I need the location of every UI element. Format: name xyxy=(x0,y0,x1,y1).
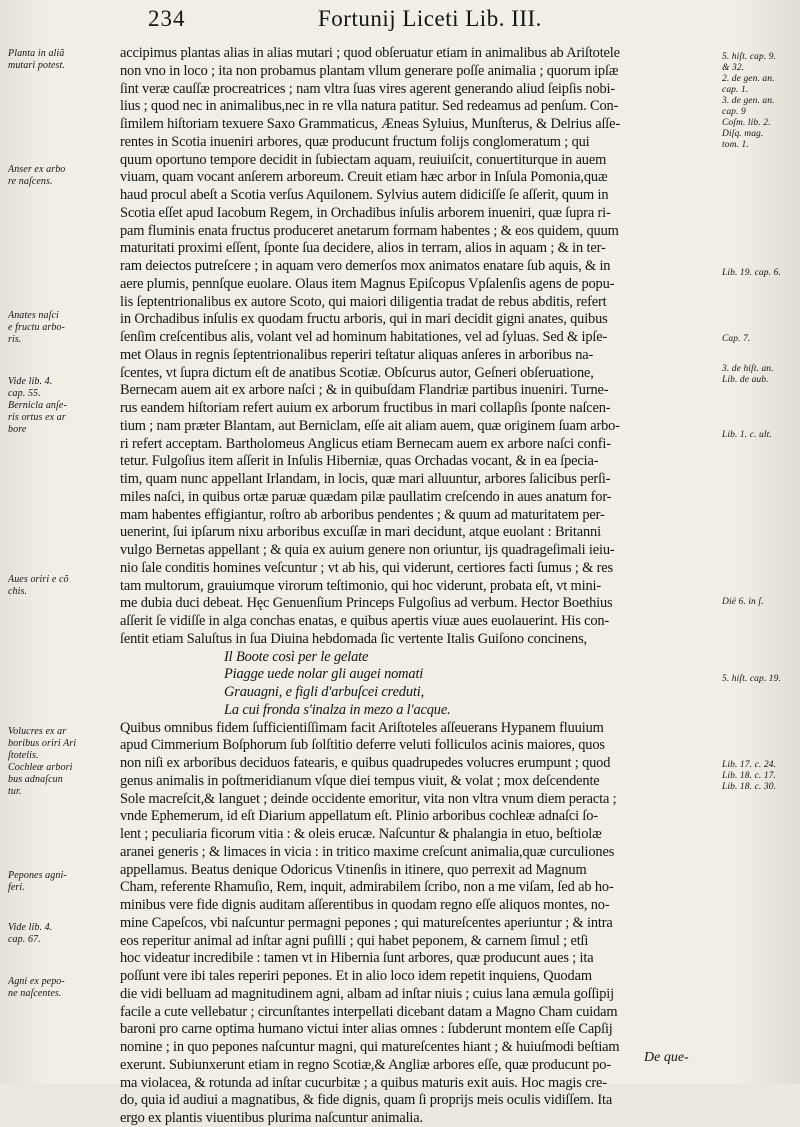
page-number: 234 xyxy=(148,6,186,31)
text-line: minibus vere fide dignis auditam aſſerentibus in quodam regno eſſe aliquos montes, no- xyxy=(120,897,610,913)
text-line: aſſerit ſe vidiſſe in alga conchas enatas, e quibus apertis viuæ aues euolauerint. His con- xyxy=(120,613,610,629)
page-header xyxy=(0,6,800,38)
verse-line: La cui fronda s'inalza in mezo a l'acque. xyxy=(224,701,451,718)
margin-note: Lib. 19. cap. 6. xyxy=(722,268,781,278)
text-line: maturitati proximi eſſent, ſponte ſua decidere, alios in terram, alios in aquam ; & in ter- xyxy=(120,240,606,257)
text-line: lent ; peculiaria ficorum vitia : & oleis erucæ. Naſcuntur & phalangia in etuo, beſtiolæ xyxy=(120,826,602,842)
text-line: ſentit etiam Saluſtus in ſua Diuina hebdomada ſic vertente Italis Guiſono concinens, xyxy=(120,630,587,647)
margin-note: Lib. 17. c. 24. Lib. 18. c. 17. Lib. 18. c. 30. xyxy=(722,760,777,792)
margin-note: Vide lib. 4. cap. 55. Bernicla anſe- ris ortus ex ar bore xyxy=(8,376,67,435)
text-line: Cham, referente Rhamuſio, Rem, inquit, admirabilem ſcribo, non a me viſam, ſed ab ho- xyxy=(120,879,614,896)
text-line: tim, quam nunc appellant Irlandam, in locis, quæ mari alluuntur, arbores ſalicibus perſi- xyxy=(120,471,611,487)
text-line: aere plumis, pennſque euolare. Olaus item Magnus Epiſcopus Vpſalenſis agens de popu- xyxy=(120,275,615,292)
text-line: non vno in loco ; ita non probamus plantam vllum generare poſſe animalia ; quorum ipſæ xyxy=(120,62,619,79)
margin-note: Volucres ex ar boribus oriri Ari ſtotelis. Cochleæ arbori bus adnaſcun tur. xyxy=(8,726,77,797)
text-line: ri refert acceptam. Bartholomeus Anglicus etiam Bernecam auem ex arbore naſci confi- xyxy=(120,435,611,452)
text-line: me dubia duci debeat. Hęc Genuenſium Princeps Fulgoſius ad verbum. Hector Boethius xyxy=(120,595,613,612)
text-line: tetur. Fulgoſius item aſſerit in Inſulis Hiberniæ, quas Orchadas vocant, & in ea ſpecia- xyxy=(120,453,599,470)
text-line: vnde Ephemerum, id eſt Diarium appellatum eſt. Plinio arboribus cochleæ adnaſci ſo- xyxy=(120,808,598,825)
margin-note: Cap. 7. xyxy=(722,334,751,344)
text-line: do, quia id audiui a magnatibus, & fide dignis, quam ſi proprijs meis oculis vidiſſem. Ita xyxy=(120,1092,613,1109)
margin-note: Agni ex pepo- ne naſcentes. xyxy=(8,976,65,999)
text-line: met Olaus in regnis ſeptentrionalibus reperiri teſtatur aliquas anſeres in arboribus na- xyxy=(120,346,594,363)
text-line: in Orchadibus inſulis ex quodam fructu arboris, qui in mari decidit gigni anates, quibus xyxy=(120,311,608,328)
margin-note: Aues oriri e cõ chis. xyxy=(8,574,69,597)
text-line: vulgo Bernetas appellant ; & quia ex auium genere non oriuntur, ijs quadrageſimali ieiu- xyxy=(120,542,615,558)
margin-note: Anates naſci e fructu arbo- ris. xyxy=(8,310,65,345)
text-line: tam multorum, grauiumque virorum teſtimonio, qui hoc viderunt, probata eſt, vt mini- xyxy=(120,577,601,594)
text-line: Bernecam auem ait ex arbore naſci ; & in quibuſdam Flandriæ partibus inueniri. Turne- xyxy=(120,382,609,399)
text-line: pam fluminis enata fructus produceret anetarum formam habentes ; & eos quidem, quum xyxy=(120,222,619,239)
margin-note: 5. hiſt. cap. 19. xyxy=(722,674,781,684)
text-line: ma violacea, & rotunda ad inſtar cucurbitæ ; a quibus maturis exit auis. Hoc magis cre- xyxy=(120,1074,607,1091)
text-line: miles naſci, in quibus ortæ paruæ quædam pilæ paullatim creſcendo in aues anatum for- xyxy=(120,488,612,505)
text-line: exerunt. Subiunxerunt etiam in regno Scotiæ,& Angliæ arbores eſſe, quæ producunt po- xyxy=(120,1056,611,1073)
verse-line: Piagge uede nolar gli augei nomati xyxy=(224,666,424,683)
text-line: facile a cute vellebatur ; circunſtantes interpellati dicebant datam a Magno Cham cuidam xyxy=(120,1003,618,1020)
text-line: ram deiectos putreſcere ; in aquam vero demerſos mox animatos enatare ſub aquis, & in xyxy=(120,258,611,274)
text-line: nomine ; in quo pepones naſcuntur magni, qui matureſcentes hiant ; & huiuſmodi beſtiam xyxy=(120,1039,620,1055)
text-line: eos reperitur animal ad inſtar agni puſilli ; qui habet peponem, & carnem ſimul ; etſi xyxy=(120,932,589,949)
text-line: quum oportuno tempore decidit in ſubiectam aquam, reuiuiſcit, conuertiturque in auem xyxy=(120,151,607,168)
text-line: non niſi ex arboribus deciduos fatearis, e quibus quadrupedes volucres erumpunt ; quod xyxy=(120,755,611,771)
text-line: apud Cimmerium Boſphorum ſub ſolſtitio deferre veluti folliculos acinis maiores, quos xyxy=(120,737,605,754)
verse-line: Grauagni, e figli d'arbuſcei creduti, xyxy=(224,684,425,700)
verse-line: Il Boote così per le gelate xyxy=(224,648,369,665)
text-line: poſſunt vere ibi tales reperiri pepones. Et in alio loco idem repetit inquiens, Quodam xyxy=(120,968,592,984)
margin-note: 5. hiſt. cap. 9. & 32. 2. de gen. an. cap. 1. 3. de gen. an. cap. 9 Coſm. lib. 2. Diſq. mag. tom. 1. xyxy=(722,52,777,150)
text-line: ſint veræ cauſſæ procreatrices ; nam vltra ſuas vires agerent generando aliud ſeipſis nobi- xyxy=(120,80,616,97)
catchword: De que- xyxy=(644,1050,689,1065)
text-line: nio ſale conditis homines veſcuntur ; vt ab his, qui viderunt, certiores facti ſumus ; & res xyxy=(120,559,613,576)
margin-note: Planta in aliã mutari potest. xyxy=(8,48,65,71)
margin-note: Vide lib. 4. cap. 67. xyxy=(8,922,53,945)
text-line: viuam, quam vocant anſerem arboreum. Creuit etiam hæc arbor in Inſula Pomonia,quæ xyxy=(120,169,608,186)
text-line: uenerint, ſui ipſarum nixu arboribus excuſſæ in mari decidunt, atque euolant : Britanni xyxy=(120,524,601,541)
text-line: accipimus plantas alias in alias mutari ; quod obſeruatur etiam in animalibus ab Ariſtotele xyxy=(120,45,620,61)
text-line: baroni pro carne optima humano victui inter alias omnes : ſubderunt montem eſſe Capſij xyxy=(120,1021,613,1038)
text-line: mine Capeſcos, vbi naſcuntur permagni pepones ; qui matureſcentes aperiuntur ; & intra xyxy=(120,914,613,931)
margin-note: Dië 6. in ſ. xyxy=(722,597,764,607)
margin-note: Pepones agni- feri. xyxy=(8,870,67,893)
text-line: die vidi belluam ad magnitudinem agni, albam ad inſtar niuis ; cuius lana æmula goſſipij xyxy=(120,985,614,1002)
text-line: Sole macreſcit,& languet ; deinde occidente emoritur, vita non vltra vnum diem peracta ; xyxy=(120,790,617,807)
running-title: Fortunij Liceti Lib. III. xyxy=(318,6,542,31)
margin-note: 3. de hiſt. an. Lib. de aub. xyxy=(722,364,774,385)
text-line: lius ; quod nec in animalibus,nec in re vlla natura patitur. Sed redeamus ad penſum. Con- xyxy=(120,98,619,115)
text-line: rus eandem hiſtoriam refert auium ex arborum fructibus in mari collapſis ſponte naſcen- xyxy=(120,400,611,416)
text-line: aranei generis ; & limaces in vicia : in tritico maxime creſcunt animalia,quæ curculiones xyxy=(120,843,615,860)
text-line: Quibus omnibus fidem ſufficientiſſimam facit Ariſtoteles aſſeuerans Hypanem fluuium xyxy=(120,719,604,736)
text-line: tium ; nam præter Blantam, aut Berniclam, eſſe ait aliam auem, quæ originem ſuam arbo- xyxy=(120,417,620,434)
text-line: haud procul abeſt a Scotia verſus Aquilonem. Sylvius autem didiciſſe ſe aſſerit, quum in xyxy=(120,187,609,203)
text-line: lis ſeptentrionalibus ex autore Scoto, qui maiori diligentia tradat de rebus abditis, refert xyxy=(120,293,607,310)
text-line: ſimilem hiſtoriam texuere Saxo Grammaticus, Æneas Syluius, Munſterus, & Delrius aſſe- xyxy=(120,116,621,132)
text-line: ergo ex plantis viuentibus plurima naſcuntur animalia. xyxy=(120,1110,423,1126)
margin-note: Lib. 1. c. ult. xyxy=(722,430,772,440)
text-line: genus animalis in poſtmeridianum vſque diei tempus viuit, & volat ; mox deſcendente xyxy=(120,772,600,789)
text-line: mam habentes effigiantur, roſtro ab arboribus pendentes ; & quum ad maturitatem per- xyxy=(120,506,605,523)
text-line: appellamus. Beatus denique Odoricus Vtinenſis in itinere, quo perrexit ad Magnum xyxy=(120,861,587,878)
text-line: rentes in Scotia inueniri arbores, quæ producunt fructum folijs conglomeratum ; qui xyxy=(120,133,590,150)
text-line: ſcentes, vt ſupra dictum eſt de anatibus Scotiæ. Obſcurus autor, Geſneri obſeruatione, xyxy=(120,364,594,381)
text-line: hoc videatur incredibile : tamen vt in Hibernia ſunt arbores, quæ producunt aues ; ita xyxy=(120,950,594,967)
margin-note: Anser ex arbo re naſcens. xyxy=(8,164,66,187)
text-line: ſenſim creſcentibus alis, volant vel ad hominum habitationes, vel ad ſyluas. Sed & ipſe- xyxy=(120,329,608,345)
text-line: Scotia eſſet apud Iacobum Regem, in Orchadibus inſulis arborem inueniri, quæ ſupra ri- xyxy=(120,204,611,221)
